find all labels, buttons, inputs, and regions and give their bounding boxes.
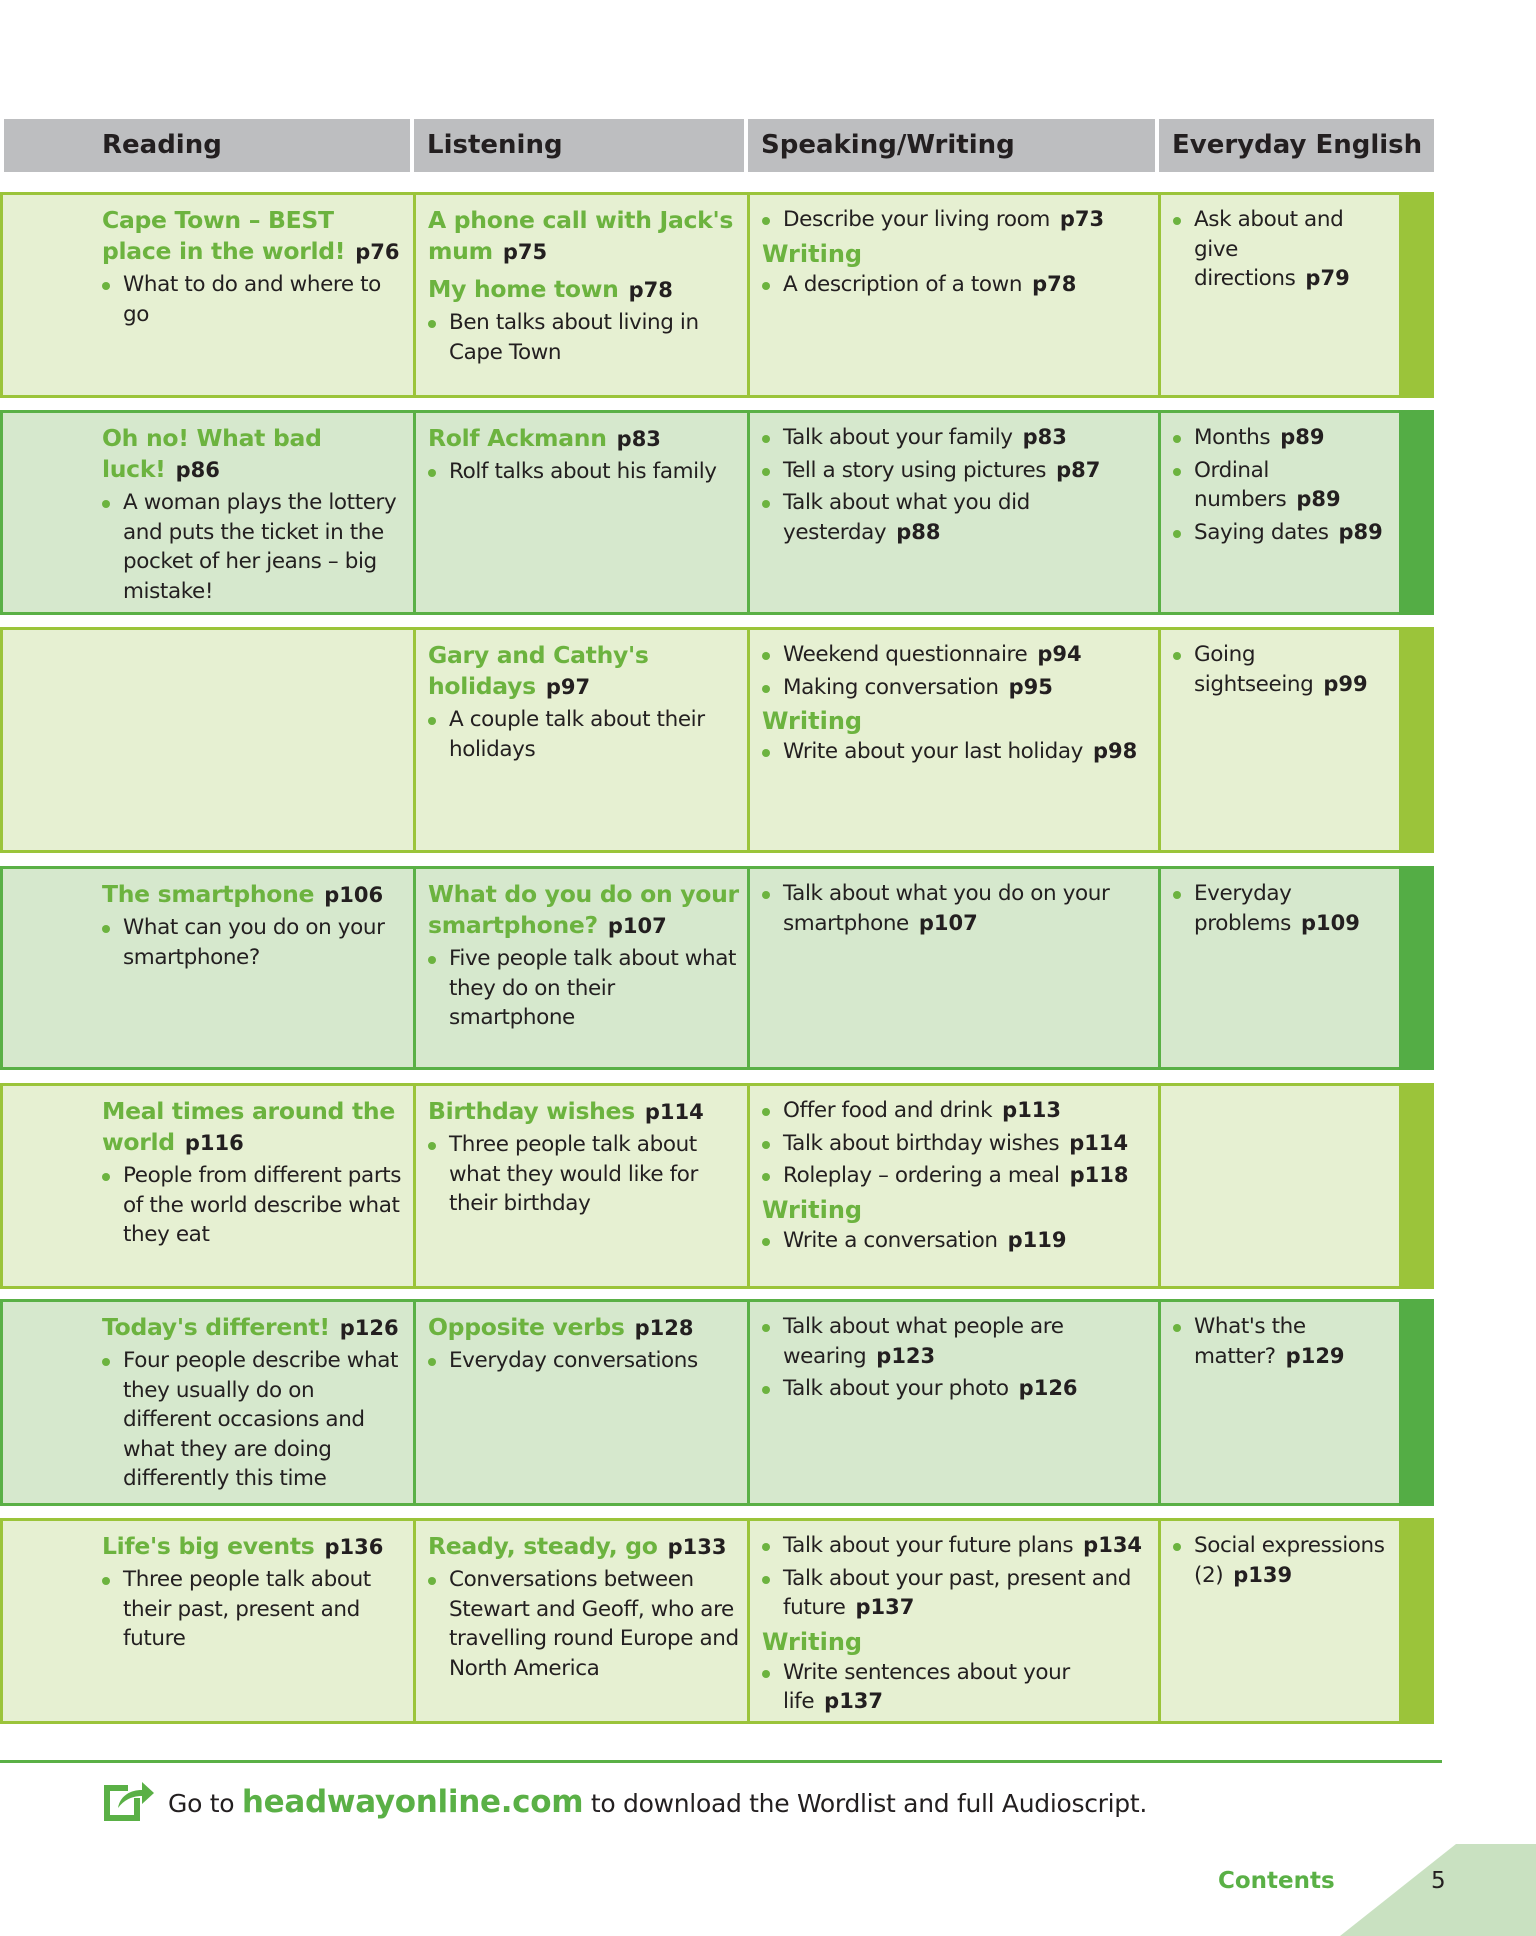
item-text: Roleplay – ordering a meal [783, 1163, 1060, 1188]
item-text: Talk about your photo [783, 1376, 1009, 1401]
bullet-icon [428, 320, 436, 328]
page-ref: p78 [628, 278, 673, 302]
list-item [102, 1161, 405, 1250]
header-everyday-english: Everyday English [1159, 119, 1434, 172]
table-row [0, 192, 1434, 398]
bullet-icon [762, 435, 770, 443]
writing-heading: Writing [762, 707, 863, 735]
list-item [1173, 456, 1391, 515]
footer-prefix: Go to [168, 1789, 242, 1818]
page-ref: p113 [1002, 1098, 1062, 1122]
page-ref: p73 [1059, 207, 1105, 231]
bullet-icon [762, 749, 770, 757]
list-item [1173, 423, 1391, 453]
everyday-english-cell [1158, 866, 1399, 1070]
page-ref: p89 [1338, 519, 1383, 544]
table-row [0, 627, 1434, 853]
page-ref: p137 [824, 1689, 884, 1713]
bullet-icon [762, 1386, 770, 1394]
page-ref: p114 [644, 1100, 704, 1124]
item-text: Tell a story using pictures [783, 457, 1047, 483]
bullet-icon [762, 282, 770, 290]
bullet-list [428, 944, 739, 1033]
item-text: A description of a town [783, 271, 1023, 297]
bullet-list [1173, 205, 1391, 294]
item-text: Talk about birthday wishes [783, 1130, 1060, 1156]
page-ref: p87 [1056, 457, 1101, 482]
speaking-writing-cell [747, 192, 1158, 398]
page-ref: p89 [1296, 487, 1341, 511]
page-ref: p128 [634, 1316, 694, 1340]
bullet-icon [762, 1108, 770, 1116]
list-item [762, 270, 1150, 300]
item-text: Four people describe what they usually do on different occasions and what they are doing differently this time [123, 1348, 399, 1491]
list-item [1173, 1531, 1391, 1590]
bullet-icon [762, 217, 770, 225]
lesson-title [428, 640, 739, 703]
item-text: Making conversation [783, 674, 999, 700]
page-ref: p98 [1092, 739, 1138, 763]
item-text: Talk about what you did yesterday [783, 490, 1030, 545]
item-text: Five people talk about what they do on their smartphone [449, 946, 737, 1030]
item-text: What's the matter? [1194, 1314, 1306, 1369]
bullet-list [762, 1658, 1150, 1717]
item-text: Months [1194, 425, 1271, 450]
list-item [762, 205, 1150, 235]
bullet-list [102, 488, 405, 606]
bullet-list [762, 640, 1150, 702]
header-speaking-writing: Speaking/Writing [748, 119, 1155, 172]
list-item [102, 488, 405, 606]
lesson-title-text: Today's different! [102, 1313, 330, 1341]
list-item [762, 1096, 1150, 1126]
listening-block [428, 274, 739, 367]
bullet-icon [428, 1142, 436, 1150]
bullet-icon [1173, 530, 1181, 538]
lesson-title-text: Ready, steady, go [428, 1532, 658, 1560]
bullet-icon [762, 1543, 770, 1551]
list-item [762, 1658, 1150, 1717]
row-accent-bar [1399, 1518, 1434, 1724]
bullet-list [762, 879, 1150, 938]
table-row [0, 1299, 1434, 1506]
list-item [102, 1346, 405, 1494]
list-item [762, 1374, 1150, 1404]
bullet-icon [762, 500, 770, 508]
lesson-title-text: Oh no! What bad luck! [102, 424, 322, 483]
everyday-english-cell [1158, 1083, 1399, 1289]
lesson-title-text: Life's big events [102, 1532, 315, 1560]
bullet-icon [1173, 891, 1181, 899]
item-text: Ben talks about living in Cape Town [449, 310, 699, 365]
page-ref: p76 [355, 240, 400, 264]
list-item [762, 879, 1150, 938]
page-ref: p95 [1008, 674, 1053, 699]
listening-cell [413, 866, 747, 1070]
bullet-icon [102, 925, 110, 933]
item-text: Talk about your future plans [783, 1533, 1074, 1558]
bullet-icon [102, 1173, 110, 1181]
listening-block [428, 879, 739, 1033]
lesson-title-text: My home town [428, 275, 619, 303]
bullet-list [102, 1565, 405, 1654]
lesson-title [428, 1312, 739, 1344]
lesson-title-text: A phone call with Jack's mum [428, 206, 734, 265]
header-listening: Listening [414, 119, 744, 172]
bullet-icon [762, 1324, 770, 1332]
list-item [762, 488, 1150, 547]
page-ref: p107 [607, 914, 667, 938]
page-ref: p94 [1037, 642, 1082, 666]
list-item [762, 1531, 1150, 1561]
listening-cell [413, 1518, 747, 1724]
speaking-writing-cell [747, 627, 1158, 853]
bullet-icon [428, 956, 436, 964]
bullet-icon [1173, 435, 1181, 443]
bullet-icon [102, 1358, 110, 1366]
page-ref: p97 [545, 675, 591, 699]
bullet-list [428, 1130, 739, 1219]
item-text: What can you do on your smartphone? [123, 915, 385, 970]
list-item [1173, 640, 1391, 699]
bullet-list [102, 270, 405, 329]
lesson-title [428, 1096, 739, 1128]
item-text: Talk about your family [783, 425, 1013, 450]
item-text: Describe your living room [783, 207, 1050, 232]
external-link-icon [104, 1778, 156, 1822]
list-item [762, 640, 1150, 670]
page-ref: p86 [175, 458, 220, 482]
page-ref: p116 [184, 1131, 244, 1155]
bullet-list [428, 308, 739, 367]
bullet-list [428, 705, 739, 764]
page-ref: p99 [1323, 671, 1368, 696]
row-accent-bar [1399, 192, 1434, 398]
bullet-icon [1173, 1543, 1181, 1551]
list-item [102, 1565, 405, 1654]
listening-block [428, 205, 739, 268]
listening-block [428, 1531, 739, 1683]
page-ref: p109 [1300, 910, 1360, 935]
page-ref: p79 [1305, 266, 1350, 290]
listening-cell [413, 410, 747, 615]
speaking-writing-cell [747, 866, 1158, 1070]
list-item [762, 1129, 1150, 1159]
bullet-icon [762, 891, 770, 899]
reading-cell [0, 192, 413, 398]
page-ref: p83 [616, 427, 661, 451]
table-row [0, 1518, 1434, 1724]
writing-heading: Writing [762, 1195, 863, 1224]
list-item [428, 1130, 739, 1219]
lesson-title [428, 205, 739, 268]
item-text: Three people talk about their past, present and future [123, 1567, 371, 1651]
lesson-title-text: Gary and Cathy's holidays [428, 641, 649, 700]
bullet-list [1173, 879, 1391, 938]
row-accent-bar [1399, 866, 1434, 1070]
bullet-icon [1173, 468, 1181, 476]
speaking-writing-cell [747, 1083, 1158, 1289]
page-ref: p123 [876, 1343, 936, 1368]
page-ref: p136 [324, 1535, 384, 1559]
item-text: A woman plays the lottery and puts the ticket in the pocket of her jeans – big mistake! [123, 490, 397, 604]
lesson-title-text: Opposite verbs [428, 1313, 625, 1341]
listening-block [428, 640, 739, 764]
bullet-icon [102, 500, 110, 508]
bullet-icon [762, 468, 770, 476]
page-ref: p133 [667, 1535, 727, 1559]
item-text: Talk about what people are wearing [783, 1314, 1064, 1369]
page-ref: p118 [1069, 1163, 1129, 1187]
page-ref: p88 [896, 519, 941, 544]
page-ref: p137 [855, 1595, 915, 1619]
table-row [0, 866, 1434, 1070]
list-item [762, 423, 1150, 453]
bullet-list [762, 1226, 1150, 1256]
item-text: Weekend questionnaire [783, 642, 1028, 667]
header-reading: Reading [4, 119, 410, 172]
reading-cell [0, 1518, 413, 1724]
listening-cell [413, 192, 747, 398]
item-text: Write about your last holiday [783, 739, 1083, 764]
item-text: Offer food and drink [783, 1098, 993, 1123]
lesson-title [102, 423, 405, 486]
writing-heading: Writing [762, 239, 863, 268]
page-ref: p139 [1233, 1562, 1293, 1587]
list-item [762, 673, 1150, 703]
bullet-list [762, 270, 1150, 300]
list-item [428, 308, 739, 367]
lesson-title-text: The smartphone [102, 880, 315, 908]
item-text: Conversations between Stewart and Geoff, who are travelling round Europe and North America [449, 1567, 739, 1681]
bullet-list [428, 1565, 739, 1683]
bullet-icon [762, 685, 770, 693]
table-header [0, 119, 1434, 172]
page-ref: p78 [1032, 271, 1077, 296]
list-item [428, 1346, 739, 1376]
page-ref: p126 [339, 1316, 399, 1340]
row-accent-bar [1399, 1083, 1434, 1289]
bullet-icon [428, 469, 436, 477]
lesson-title [102, 879, 405, 911]
bullet-list [428, 1346, 739, 1376]
item-text: Ask about and give directions [1194, 207, 1344, 291]
footer-suffix: to download the Wordlist and full Audioscript. [583, 1789, 1148, 1818]
bullet-list [762, 737, 1150, 767]
row-accent-bar [1399, 627, 1434, 853]
list-item [762, 1161, 1150, 1191]
listening-block [428, 1312, 739, 1376]
lesson-title [102, 205, 405, 268]
reading-cell [0, 410, 413, 615]
section-label[interactable]: Contents [1218, 1868, 1335, 1894]
footer-text [168, 1784, 1147, 1820]
lesson-title [428, 879, 739, 942]
bullet-list [762, 423, 1150, 547]
bullet-icon [762, 652, 770, 660]
item-text: Talk about what you do on your smartphone [783, 881, 1110, 936]
bullet-list [102, 1346, 405, 1494]
list-item [428, 1565, 739, 1683]
listening-block [428, 423, 739, 487]
reading-cell [0, 866, 413, 1070]
list-item [1173, 1312, 1391, 1371]
row-accent-bar [1399, 1299, 1434, 1506]
page-ref: p134 [1083, 1533, 1143, 1557]
reading-cell [0, 1083, 413, 1289]
bullet-icon [762, 1238, 770, 1246]
page-ref: p75 [502, 240, 548, 264]
listening-cell [413, 627, 747, 853]
list-item [762, 1312, 1150, 1371]
list-item [428, 944, 739, 1033]
bullet-icon [1173, 217, 1181, 225]
reading-cell [0, 1299, 413, 1506]
item-text: Everyday conversations [449, 1348, 698, 1373]
list-item [102, 270, 405, 329]
bullet-icon [762, 1670, 770, 1678]
lesson-title-text: Cape Town – BEST place in the world! [102, 206, 346, 265]
headway-online-link[interactable]: headwayonline.com [241, 1784, 584, 1820]
bullet-list [1173, 1531, 1391, 1590]
list-item [428, 457, 739, 487]
bullet-list [1173, 423, 1391, 547]
everyday-english-cell [1158, 192, 1399, 398]
speaking-writing-cell [747, 1518, 1158, 1724]
bullet-list [1173, 1312, 1391, 1371]
everyday-english-cell [1158, 1299, 1399, 1506]
lesson-title [428, 274, 739, 306]
item-text: Going sightseeing [1194, 642, 1314, 697]
list-item [762, 1226, 1150, 1256]
item-text: Ordinal numbers [1194, 457, 1287, 512]
item-text: A couple talk about their holidays [449, 707, 705, 762]
listening-cell [413, 1299, 747, 1506]
bullet-list [762, 1096, 1150, 1191]
page-ref: p114 [1069, 1130, 1129, 1155]
bullet-icon [1173, 652, 1181, 660]
page-ref: p89 [1280, 425, 1325, 449]
list-item [1173, 879, 1391, 938]
footer-divider [0, 1760, 1442, 1763]
bullet-list [102, 1161, 405, 1250]
page-ref: p129 [1285, 1343, 1345, 1368]
bullet-list [762, 205, 1150, 235]
lesson-title [102, 1096, 405, 1159]
writing-heading: Writing [762, 1627, 863, 1656]
everyday-english-cell [1158, 1518, 1399, 1724]
row-accent-bar [1399, 410, 1434, 615]
item-text: Talk about your past, present and future [783, 1565, 1131, 1620]
listening-cell [413, 1083, 747, 1289]
item-text: Saying dates [1194, 519, 1329, 545]
list-item [428, 705, 739, 764]
page-ref: p83 [1022, 425, 1067, 449]
bullet-icon [762, 1141, 770, 1149]
bullet-icon [102, 282, 110, 290]
page-ref: p126 [1018, 1376, 1078, 1400]
lesson-title-text: What do you do on your smartphone? [428, 880, 739, 939]
listening-block [428, 1096, 739, 1219]
item-text: Three people talk about what they would like for their birthday [449, 1132, 698, 1216]
reading-cell [0, 627, 413, 853]
item-text: Social expressions (2) [1194, 1533, 1385, 1588]
table-row [0, 1083, 1434, 1289]
bullet-icon [428, 1577, 436, 1585]
bullet-icon [762, 1576, 770, 1584]
item-text: Write a conversation [783, 1227, 998, 1253]
list-item [102, 913, 405, 972]
page-ref: p107 [918, 910, 978, 935]
list-item [762, 737, 1150, 767]
item-text: Rolf talks about his family [449, 459, 717, 484]
list-item [762, 456, 1150, 486]
lesson-title [428, 1531, 739, 1563]
page-ref: p119 [1007, 1227, 1067, 1252]
lesson-title-text: Rolf Ackmann [428, 424, 607, 452]
list-item [1173, 518, 1391, 548]
list-item [762, 1564, 1150, 1623]
lesson-title-text: Birthday wishes [428, 1097, 635, 1125]
bullet-icon [1173, 1324, 1181, 1332]
lesson-title [102, 1312, 405, 1344]
bullet-icon [428, 1358, 436, 1366]
item-text: Write sentences about your life [783, 1659, 1070, 1714]
bullet-list [762, 1531, 1150, 1623]
lesson-title [428, 423, 739, 455]
bullet-icon [428, 717, 436, 725]
page-number: 5 [1431, 1868, 1446, 1894]
everyday-english-cell [1158, 410, 1399, 615]
bullet-icon [762, 1173, 770, 1181]
bullet-list [1173, 640, 1391, 699]
bullet-list [762, 1312, 1150, 1404]
list-item [1173, 205, 1391, 294]
speaking-writing-cell [747, 410, 1158, 615]
item-text: People from different parts of the world describe what they eat [123, 1163, 402, 1247]
item-text: Everyday problems [1194, 881, 1292, 936]
bullet-icon [102, 1577, 110, 1585]
page-ref: p106 [324, 883, 384, 907]
lesson-title-text: Meal times around the world [102, 1097, 395, 1156]
lesson-title [102, 1531, 405, 1563]
table-row [0, 410, 1434, 615]
bullet-list [102, 913, 405, 972]
speaking-writing-cell [747, 1299, 1158, 1506]
item-text: What to do and where to go [123, 272, 381, 327]
everyday-english-cell [1158, 627, 1399, 853]
bullet-list [428, 457, 739, 487]
